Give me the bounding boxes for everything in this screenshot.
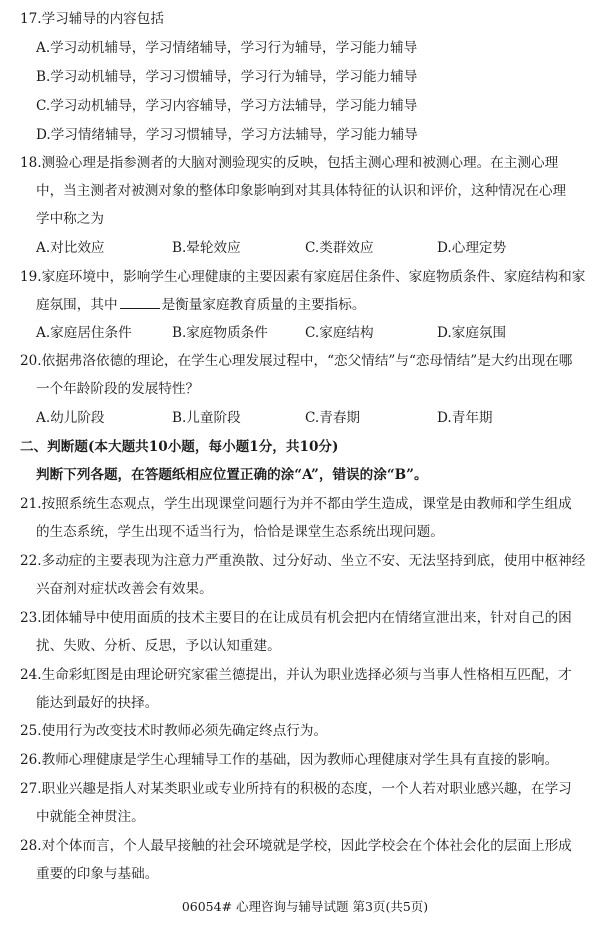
q19-option-b: B.家庭物质条件 [172, 325, 268, 341]
q20-option-b: B.儿童阶段 [172, 410, 241, 426]
q17-stem: 17.学习辅导的内容包括 [20, 11, 164, 27]
q25-line1: 25.使用行为改变技术时教师必须先确定终点行为。 [20, 723, 328, 739]
q22-line2: 兴奋剂对症状改善会有效果。 [36, 581, 213, 597]
q18-option-c: C.类群效应 [305, 240, 374, 256]
q19-option-d: D.家庭氛围 [437, 325, 507, 341]
q27-line1: 27.职业兴趣是指人对某类职业或专业所持有的积极的态度，一个人若对职业感兴趣，在学习 [20, 781, 572, 797]
answer-blank [120, 296, 160, 309]
q19-stem-line2 [36, 296, 365, 314]
q19-option-c: C.家庭结构 [305, 325, 374, 341]
q28-line1: 28.对个体而言，个人最早接触的社会环境就是学校，因此学校会在个体社会化的层面上形成 [20, 838, 572, 854]
q23-line2: 扰、失败、分析、反思，予以认知重建。 [36, 638, 281, 654]
q17-option-b: B.学习动机辅导，学习习惯辅导，学习行为辅导，学习能力辅导 [36, 69, 418, 85]
q19-option-a: A.家庭居住条件 [36, 325, 132, 341]
q28-line2: 重要的印象与基础。 [36, 866, 159, 882]
q23-line1: 23.团体辅导中使用面质的技术主要目的在让成员有机会把内在情绪宣泄出来，针对自己的困 [20, 610, 572, 626]
q18-option-a: A.对比效应 [36, 240, 105, 256]
q19-stem-after-blank: 是衡量家庭教育质量的主要指标。 [161, 297, 366, 313]
q18-stem-line1: 18.测验心理是指参测者的大脑对测验现实的反映，包括主测心理和被测心理。在主测心理 [20, 155, 559, 171]
q26-line1: 26.教师心理健康是学生心理辅导工作的基础，因为教师心理健康对学生具有直接的影响。 [20, 752, 559, 768]
q18-stem-line3: 学中称之为 [36, 211, 104, 227]
q20-option-c: C.青春期 [305, 410, 361, 426]
q24-line2: 能达到最好的抉择。 [36, 695, 159, 711]
q17-option-a: A.学习动机辅导，学习情绪辅导，学习行为辅导，学习能力辅导 [36, 40, 418, 56]
q19-stem-before-blank: 庭氛围，其中 [36, 297, 118, 313]
q21-line1: 21.按照系统生态观点，学生出现课堂问题行为并不都由学生造成，课堂是由教师和学生组成 [20, 496, 572, 512]
q20-option-d: D.青年期 [437, 410, 493, 426]
q17-option-c: C.学习动机辅导，学习内容辅导，学习方法辅导，学习能力辅导 [36, 98, 418, 114]
q17-option-d: D.学习情绪辅导，学习习惯辅导，学习方法辅导，学习能力辅导 [36, 127, 418, 143]
q20-stem-line1: 20.依据弗洛依德的理论，在学生心理发展过程中，“恋父情结”与“恋母情结”是大约出现在哪 [20, 353, 573, 369]
q22-line1: 22.多动症的主要表现为注意力严重涣散、过分好动、坐立不安、无法坚持到底，使用中枢神经 [20, 553, 586, 569]
q18-stem-line2: 中，当主测者对被测对象的整体印象影响到对其具体特征的认识和评价，这种情况在心理 [36, 183, 567, 199]
section-title: 二、判断题(本大题共10小题，每小题1分，共10分) [20, 439, 339, 455]
q20-option-a: A.幼儿阶段 [36, 410, 105, 426]
section-instruction: 判断下列各题，在答题纸相应位置正确的涂“A”，错误的涂“B”。 [36, 467, 428, 483]
q27-line2: 中就能全神贯注。 [36, 809, 145, 825]
q19-stem-line1: 19.家庭环境中，影响学生心理健康的主要因素有家庭居住条件、家庭物质条件、家庭结构和家 [20, 269, 586, 285]
q18-option-d: D.心理定势 [437, 240, 507, 256]
page-footer: 06054# 心理咨询与辅导试题 第3页(共5页) [181, 899, 429, 914]
q24-line1: 24.生命彩虹图是由理论研究家霍兰德提出，并认为职业选择必须与当事人性格相互匹配，才 [20, 667, 572, 683]
q21-line2: 的生态系统，学生出现不适当行为，恰恰是课堂生态系统出现问题。 [36, 524, 444, 540]
q18-option-b: B.晕轮效应 [172, 240, 241, 256]
q20-stem-line2: 一个年龄阶段的发展特性？ [36, 381, 200, 397]
